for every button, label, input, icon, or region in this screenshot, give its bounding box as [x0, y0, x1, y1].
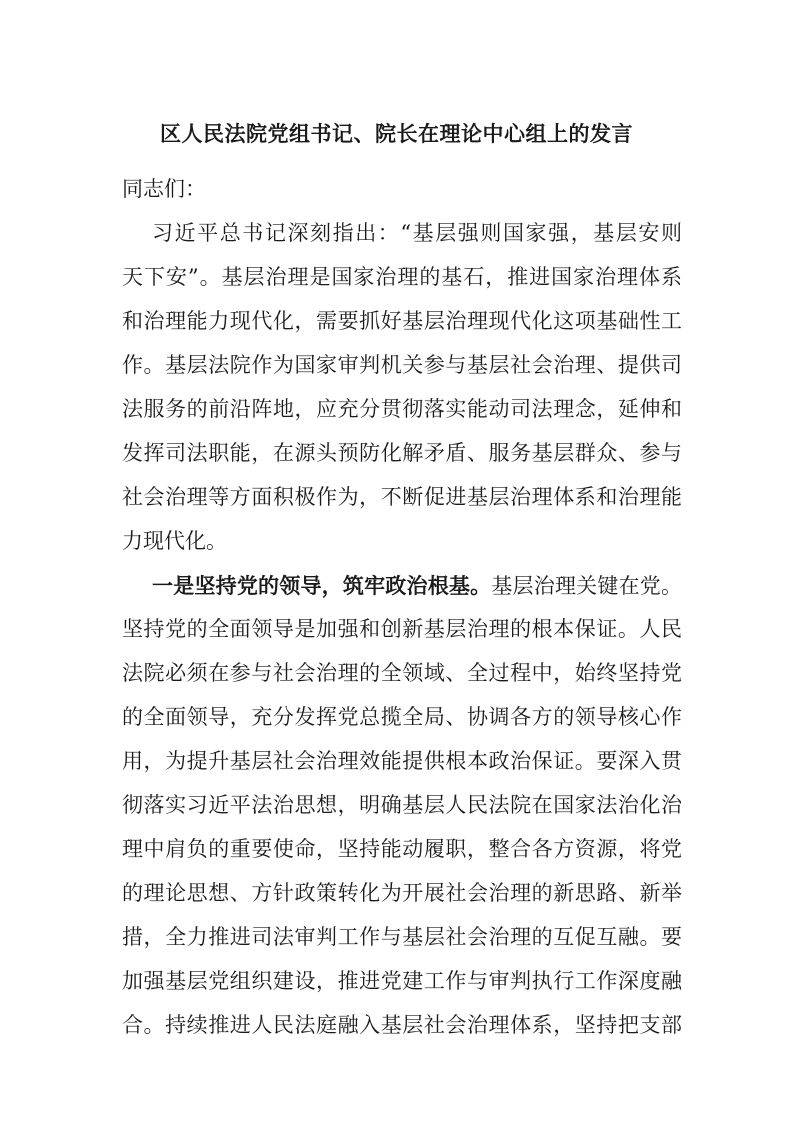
- section-heading-rest: 基层治理关键在党。: [491, 574, 682, 598]
- paragraph-line: 的理论思想、方针政策转化为开展社会治理的新思路、新举: [122, 881, 682, 905]
- paragraph-line: 法服务的前沿阵地，应充分贯彻落实能动司法理念，延伸和: [122, 397, 682, 421]
- paragraph-line: 合。持续推进人民法庭融入基层社会治理体系，坚持把支部: [122, 1013, 682, 1037]
- document-title: 区人民法院党组书记、院长在理论中心组上的发言: [160, 121, 633, 146]
- paragraph-line: 作。基层法院作为国家审判机关参与基层社会治理、提供司: [122, 353, 682, 377]
- paragraph-line: 和治理能力现代化，需要抓好基层治理现代化这项基础性工: [122, 309, 682, 333]
- paragraph-line: 用，为提升基层社会治理效能提供根本政治保证。要深入贯: [122, 749, 682, 773]
- paragraph-line: 措，全力推进司法审判工作与基层社会治理的互促互融。要: [122, 925, 682, 949]
- salutation: 同志们：: [122, 177, 206, 201]
- paragraph-line: 法院必须在参与社会治理的全领域、全过程中，始终坚持党: [122, 661, 682, 685]
- paragraph-line: 社会治理等方面积极作为，不断促进基层治理体系和治理能: [122, 485, 682, 509]
- paragraph-line: 力现代化。: [122, 529, 227, 553]
- paragraph-line: 的全面领导，充分发挥党总揽全局、协调各方的领导核心作: [122, 705, 682, 729]
- section-heading: 一是坚持党的领导，筑牢政治根基。: [152, 573, 492, 598]
- paragraph-line: 发挥司法职能，在源头预防化解矛盾、服务基层群众、参与: [122, 441, 682, 465]
- paragraph-line: 理中肩负的重要使命，坚持能动履职，整合各方资源，将党: [122, 837, 682, 861]
- paragraph-line: 坚持党的全面领导是加强和创新基层治理的根本保证。人民: [122, 617, 682, 641]
- paragraph-line: 彻落实习近平法治思想，明确基层人民法院在国家法治化治: [122, 793, 682, 817]
- section-heading-line: [152, 567, 682, 604]
- paragraph-line: 习近平总书记深刻指出：“基层强则国家强，基层安则: [152, 221, 682, 245]
- paragraph-line: 加强基层党组织建设，推进党建工作与审判执行工作深度融: [122, 969, 682, 993]
- paragraph-line: 天下安”。基层治理是国家治理的基石，推进国家治理体系: [122, 265, 682, 289]
